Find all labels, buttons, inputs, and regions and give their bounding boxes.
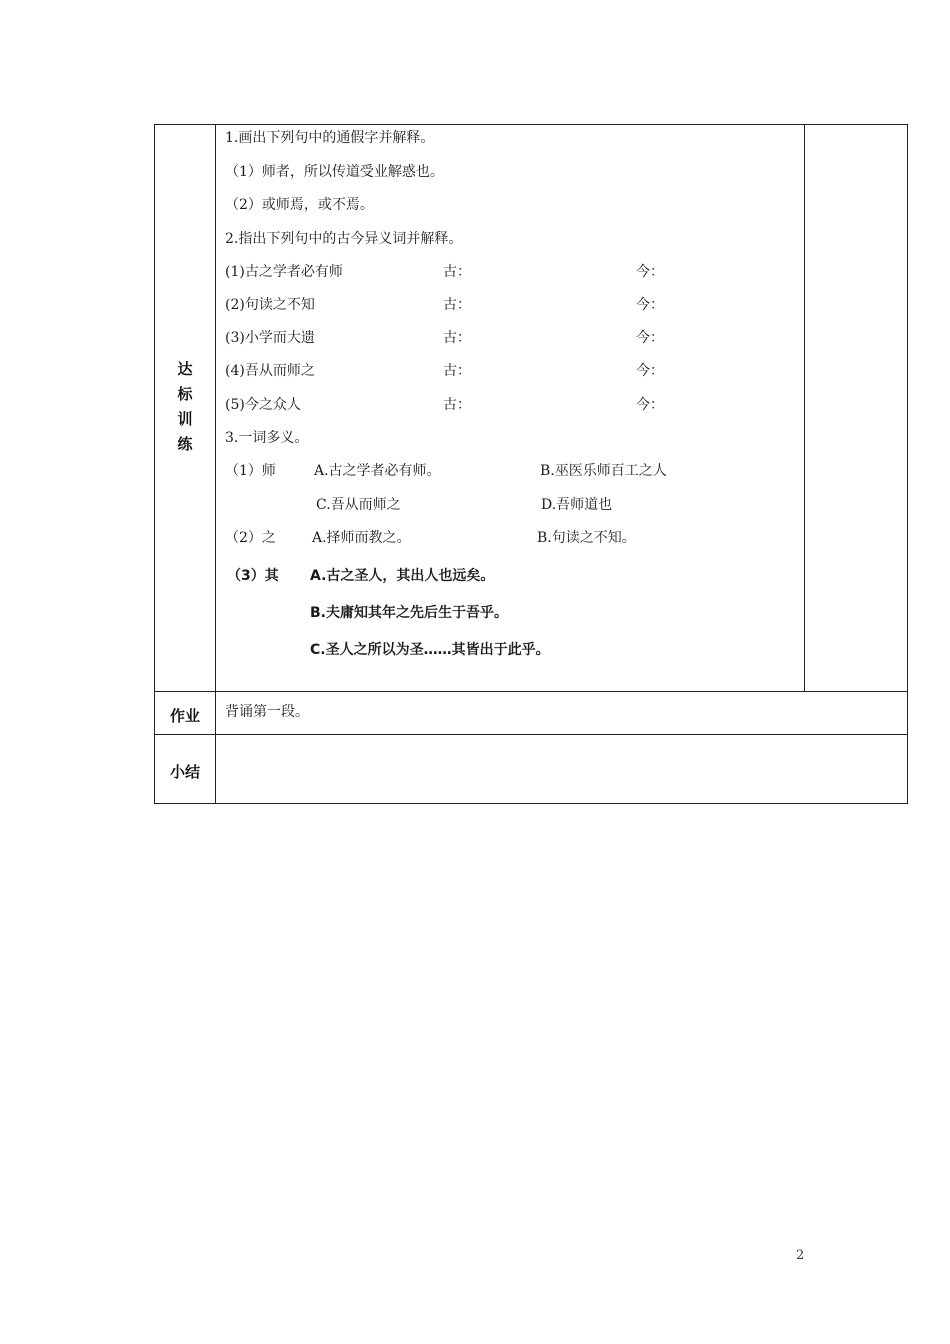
q2-old-meaning-label: 古：	[443, 363, 471, 379]
q2-new-meaning-label: 今：	[636, 397, 664, 413]
q3-option: C.吾从而师之	[316, 497, 401, 513]
q3-option: D.吾师道也	[541, 497, 613, 513]
table-divider	[804, 125, 805, 691]
q3-option: A.古之学者必有师。	[314, 463, 441, 479]
q2-old-meaning-label: 古：	[443, 330, 471, 346]
q2-sentence: (5)今之众人	[225, 397, 301, 413]
q3-word-label: （3）其	[227, 568, 279, 584]
q2-sentence: (1)古之学者必有师	[225, 264, 343, 280]
question-1-item: （1）师者，所以传道受业解惑也。	[225, 164, 444, 180]
q3-option: B.巫医乐师百工之人	[540, 463, 667, 479]
q2-old-meaning-label: 古：	[443, 397, 471, 413]
q2-new-meaning-label: 今：	[636, 330, 664, 346]
question-3-title: 3.一词多义。	[225, 430, 309, 446]
q3-word-label: （2）之	[225, 530, 276, 546]
q2-sentence: (4)吾从而师之	[225, 363, 315, 379]
table-divider	[215, 125, 216, 803]
q3-option: B.句读之不知。	[537, 530, 636, 546]
label-char: 标	[177, 385, 193, 403]
homework-content: 背诵第一段。	[225, 704, 309, 720]
question-1-title: 1.画出下列句中的通假字并解释。	[225, 130, 435, 146]
lesson-table	[154, 124, 908, 804]
homework-section-label: 作业	[169, 707, 200, 725]
q3-option: A.择师而教之。	[312, 530, 411, 546]
q3-option: A.古之圣人，其出人也远矣。	[310, 568, 495, 584]
q2-old-meaning-label: 古：	[443, 264, 471, 280]
q2-new-meaning-label: 今：	[636, 264, 664, 280]
q2-old-meaning-label: 古：	[443, 297, 471, 313]
q2-new-meaning-label: 今：	[636, 297, 664, 313]
training-section-label	[155, 357, 215, 457]
q3-word-label: （1）师	[225, 463, 276, 479]
q2-sentence: (3)小学而大遗	[225, 330, 315, 346]
q3-option: B.夫庸知其年之先后生于吾乎。	[310, 605, 508, 621]
q2-sentence: (2)句读之不知	[225, 297, 315, 313]
label-char: 练	[177, 435, 193, 453]
label-char: 训	[177, 410, 193, 428]
question-1-item: （2）或师焉，或不焉。	[225, 197, 374, 213]
summary-section-label: 小结	[169, 763, 200, 781]
table-divider	[155, 734, 907, 735]
q3-option: C.圣人之所以为圣……其皆出于此乎。	[310, 642, 550, 658]
page-number: 2	[796, 1248, 805, 1263]
q2-new-meaning-label: 今：	[636, 363, 664, 379]
question-2-title: 2.指出下列句中的古今异义词并解释。	[225, 231, 463, 247]
table-divider	[155, 691, 907, 692]
label-char: 达	[177, 360, 193, 378]
